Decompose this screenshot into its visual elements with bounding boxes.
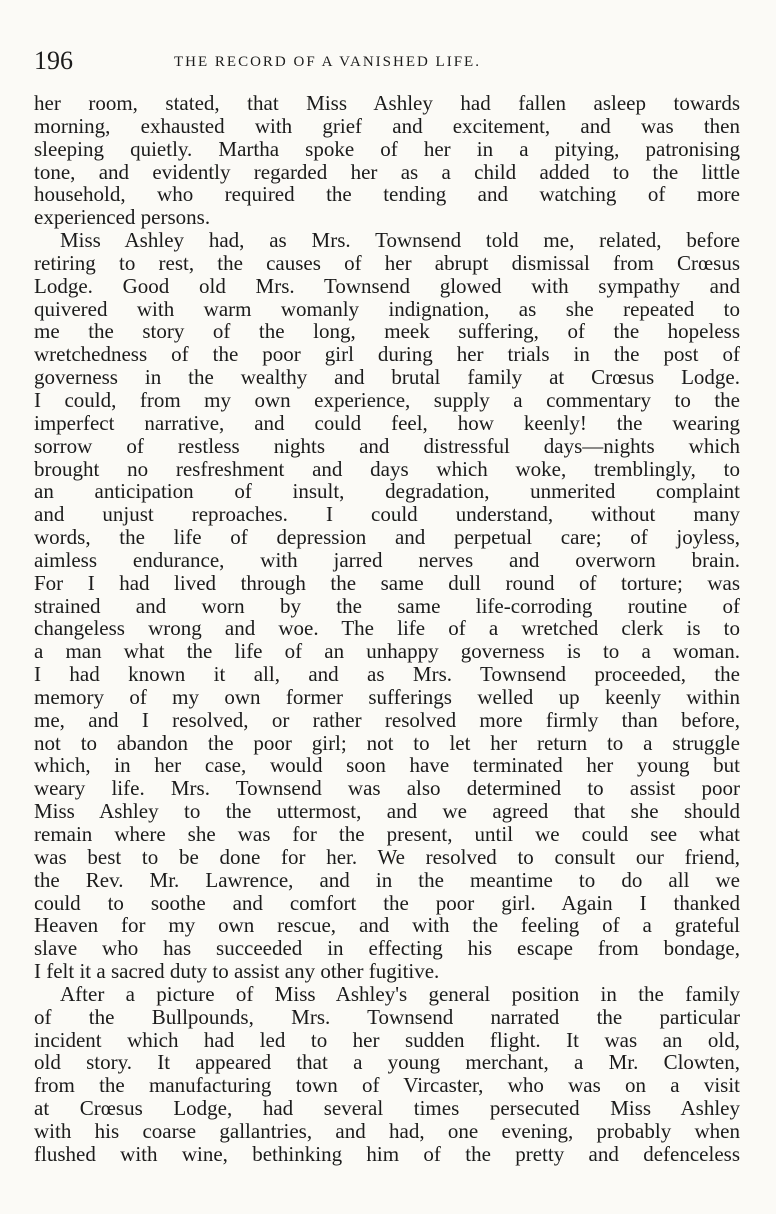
- body-text: [34, 92, 740, 1166]
- text-line: remain where she was for the present, until we could see what: [34, 822, 740, 846]
- text-line: aimless endurance, with jarred nerves and overworn brain.: [34, 547, 740, 572]
- text-line: retiring to rest, the causes of her abrupt dismissal from Crœsus: [34, 250, 740, 275]
- text-line: experienced persons.: [34, 205, 211, 230]
- text-line: I could, from my own experience, supply a commentary to the: [34, 387, 740, 412]
- text-line: changeless wrong and woe. The life of a wretched clerk is to: [34, 616, 740, 641]
- text-line: of the Bullpounds, Mrs. Townsend narrated the particular: [34, 1004, 740, 1029]
- text-line: household, who required the tending and watching of more: [34, 182, 740, 207]
- text-line: quivered with warm womanly indignation, as she repeated to: [34, 296, 740, 321]
- text-line: For I had lived through the same dull round of torture; was: [34, 570, 740, 595]
- text-line: memory of my own former sufferings welled up keenly within: [34, 684, 740, 709]
- text-line: words, the life of depression and perpetual care; of joyless,: [34, 525, 740, 550]
- text-line: I felt it a sacred duty to assist any other fugitive.: [34, 959, 440, 984]
- page-header: [34, 46, 740, 88]
- text-line: a man what the life of an unhappy governess is to a woman.: [34, 639, 740, 664]
- text-line: not to abandon the poor girl; not to let her return to a struggle: [34, 730, 740, 755]
- text-line: morning, exhausted with grief and excitement, and was then: [34, 113, 740, 138]
- text-line: was best to be done for her. We resolved to consult our friend,: [34, 844, 740, 869]
- text-line: sorrow of restless nights and distressful days—nights which: [34, 433, 740, 458]
- text-line: brought no resfreshment and days which woke, tremblingly, to: [34, 456, 740, 481]
- text-line: me, and I resolved, or rather resolved more firmly than before,: [34, 707, 740, 732]
- text-line: which, in her case, would soon have terminated her young but: [34, 753, 740, 778]
- text-line: imperfect narrative, and could feel, how keenly! the wearing: [34, 410, 740, 435]
- text-line: slave who has succeeded in effecting his escape from bondage,: [34, 936, 740, 961]
- text-line: at Crœsus Lodge, had several times persecuted Miss Ashley: [34, 1096, 740, 1121]
- text-line: incident which had led to her sudden flight. It was an old,: [34, 1027, 740, 1052]
- text-line: wretchedness of the poor girl during her trials in the post of: [34, 342, 740, 367]
- text-line: Miss Ashley had, as Mrs. Townsend told me, related, before: [60, 228, 740, 253]
- text-line: could to soothe and comfort the poor girl. Again I thanked: [34, 890, 740, 915]
- text-line: her room, stated, that Miss Ashley had fallen asleep towards: [34, 91, 740, 115]
- text-line: tone, and evidently regarded her as a child added to the little: [34, 159, 740, 184]
- text-line: me the story of the long, meek suffering, of the hopeless: [34, 319, 740, 344]
- text-line: old story. It appeared that a young merchant, a Mr. Clowten,: [34, 1050, 740, 1075]
- text-line: I had known it all, and as Mrs. Townsend proceeded, the: [34, 662, 740, 687]
- text-line: Heaven for my own rescue, and with the feeling of a grateful: [34, 913, 740, 938]
- text-line: Lodge. Good old Mrs. Townsend glowed with sympathy and: [34, 273, 740, 298]
- text-line: an anticipation of insult, degradation, unmerited complaint: [34, 479, 740, 504]
- text-line: sleeping quietly. Martha spoke of her in a pitying, patronising: [34, 136, 740, 161]
- text-line: flushed with wine, bethinking him of the pretty and defenceless: [34, 1141, 740, 1166]
- text-line: After a picture of Miss Ashley's general position in the family: [60, 981, 740, 1006]
- text-line: the Rev. Mr. Lawrence, and in the meantime to do all we: [34, 867, 740, 892]
- text-line: strained and worn by the same life-corroding routine of: [34, 593, 740, 618]
- text-line: Miss Ashley to the uttermost, and we agreed that she should: [34, 799, 740, 824]
- running-title: THE RECORD OF A VANISHED LIFE.: [174, 54, 481, 70]
- page-number: 196: [34, 46, 73, 75]
- text-line: and unjust reproaches. I could understand, without many: [34, 502, 740, 527]
- text-line: with his coarse gallantries, and had, one evening, probably when: [34, 1118, 740, 1143]
- text-line: from the manufacturing town of Vircaster, who was on a visit: [34, 1073, 740, 1098]
- text-line: governess in the wealthy and brutal family at Crœsus Lodge.: [34, 365, 740, 390]
- text-line: weary life. Mrs. Townsend was also determined to assist poor: [34, 776, 740, 801]
